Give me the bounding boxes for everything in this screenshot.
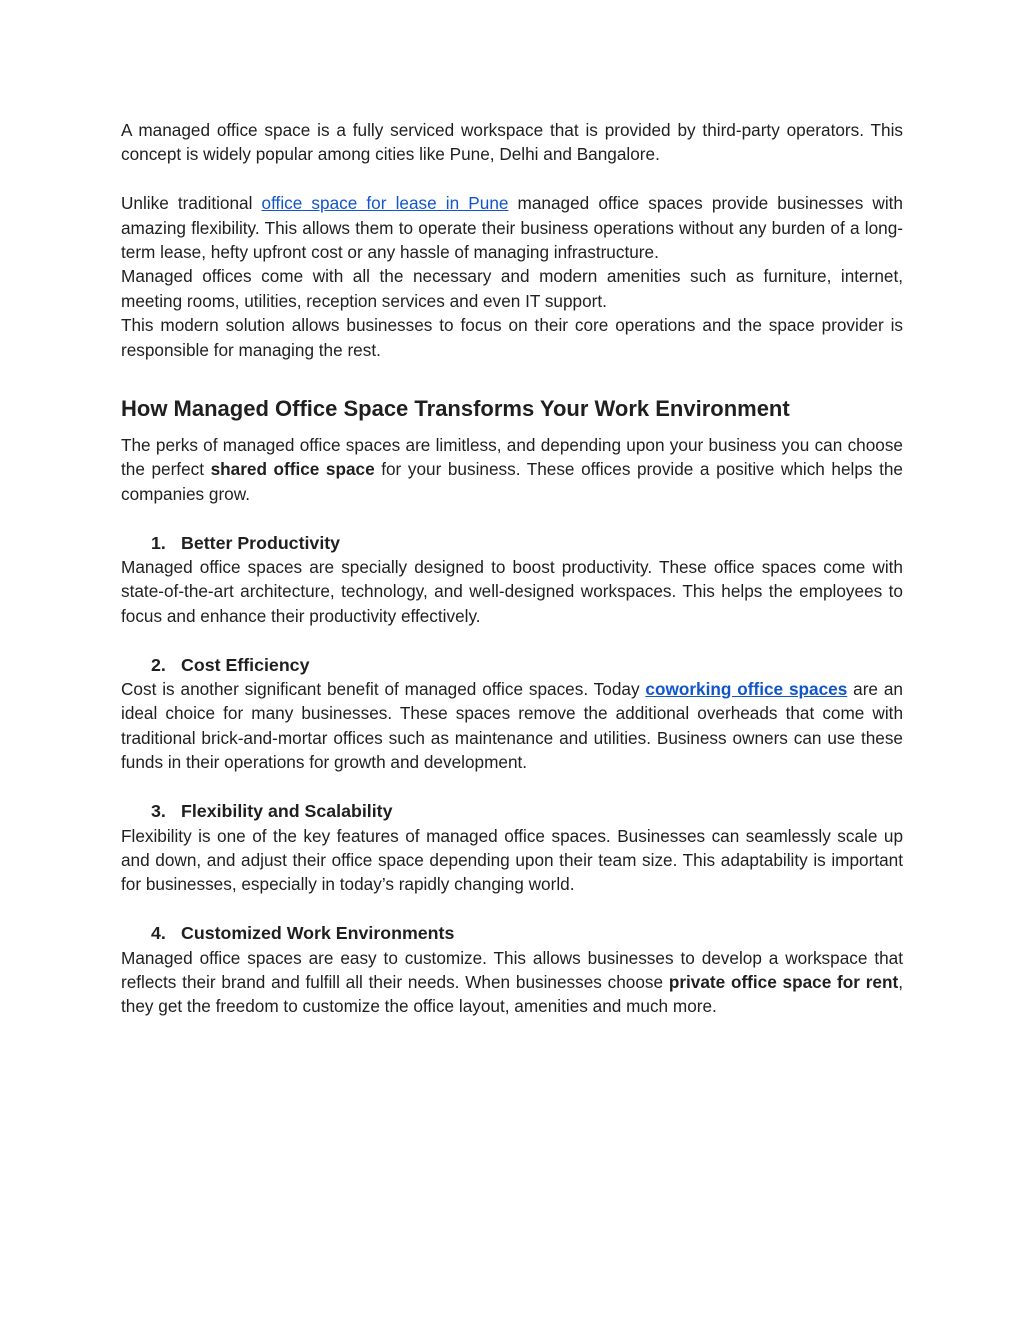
intro-paragraph-2-end: managed office spaces provide businesses with amazing flexibility. This allows them to operate their business operations without any burden of a long-term lease, hefty upfront cost or any hassle of managing infrastructure. [121,193,903,263]
coworking-office-spaces-link[interactable]: coworking office spaces [645,679,848,700]
list-item-text-4 [121,946,903,1019]
intro-paragraph-1: A managed office space is a fully serviced workspace that is provided by third-party operators. This concept is widely popular among cities like Pune, Delhi and Bangalore. [121,120,903,165]
list-item-text-end: are an ideal choice for many businesses. These spaces remove the additional overheads that come with traditional brick-and-mortar offices such as maintenance and utilities. Business owners can use these funds in their operations for growth and development. [121,679,903,773]
list-item-title: Flexibility and Scalability [181,801,393,822]
paragraph-gap [121,775,903,799]
shared-office-space-bold: shared office space [210,459,375,480]
list-item-text-1: Managed office spaces are specially designed to boost productivity. These office spaces come with state-of-the-art architecture, technology, and well-designed workspaces. This helps the employees to focus and enhance their productivity effectively. [121,557,903,626]
list-item-number: 4. [151,923,166,944]
intro-paragraph-2-start: Unlike traditional [121,193,262,214]
list-item-heading-3 [121,799,903,823]
document-page [121,118,903,1019]
list-item-heading-1 [121,531,903,555]
intro-paragraph-2 [121,191,903,264]
list-item-number: 1. [151,532,166,553]
list-item-number: 2. [151,654,166,675]
list-item-text-3: Flexibility is one of the key features of managed office spaces. Businesses can seamlessly scale up and down, and adjust their office space depending upon their team size. This adaptability is important for businesses, especially in today’s rapidly changing world. [121,825,903,895]
list-item-text-end: , they get the freedom to customize the office layout, amenities and much more. [121,971,903,1017]
section-paragraph-end: for your business. These offices provide a positive which helps the companies grow. [121,459,903,504]
list-item-heading-2 [121,653,903,677]
list-item-title: Better Productivity [181,532,341,553]
list-item-title: Customized Work Environments [181,923,455,944]
list-item-text-start: Managed office spaces are easy to customize. This allows businesses to develop a workspace that reflects their brand and fulfill all their needs. When businesses choose [121,947,903,992]
intro-paragraph-3: Managed offices come with all the necessary and modern amenities such as furniture, internet, meeting rooms, utilities, reception services and even IT support. [121,266,903,311]
section-paragraph [121,433,903,506]
list-item-text-start: Cost is another significant benefit of managed office spaces. Today [121,679,646,700]
section-heading: How Managed Office Space Transforms Your Work Environment [121,396,790,422]
list-item-title: Cost Efficiency [181,654,310,675]
paragraph-gap [121,506,903,530]
paragraph-gap [121,167,903,191]
list-item-text-2 [121,677,903,775]
paragraph-gap [121,628,903,652]
intro-paragraph-4: This modern solution allows businesses to focus on their core operations and the space provider is responsible for managing the rest. [121,315,903,360]
section-paragraph-start: The perks of managed office spaces are limitless, and depending upon your business you can choose the perfect [121,435,903,480]
list-item-heading-4 [121,921,903,945]
paragraph-gap [121,897,903,921]
office-space-lease-pune-link[interactable]: office space for lease in Pune [261,193,509,214]
list-item-number: 3. [151,801,166,822]
private-office-space-bold: private office space for rent [668,971,899,992]
